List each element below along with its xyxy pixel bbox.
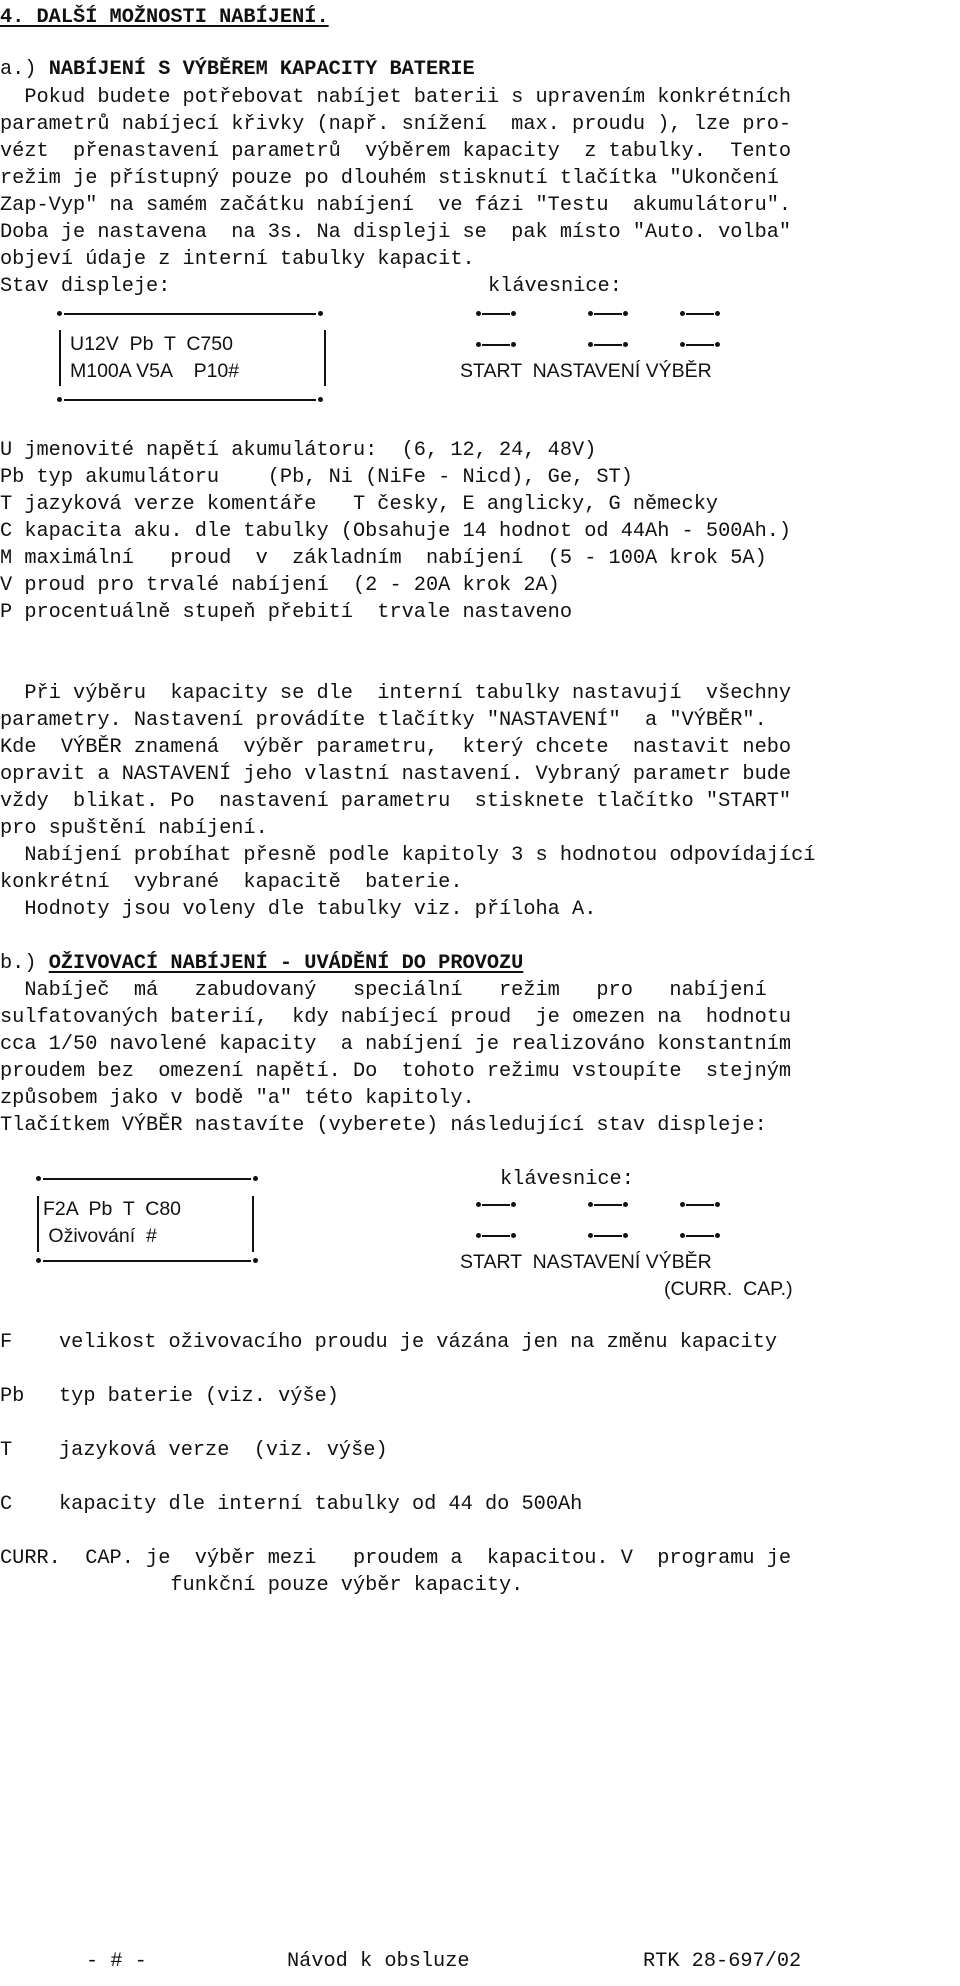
key-start-bottom bbox=[476, 338, 516, 352]
note-line-1: CURR. CAP. je výběr mezi proudem a kapacitou. V programu je bbox=[0, 1547, 792, 1570]
key-vyber-bottom bbox=[680, 338, 720, 352]
display-a-right-border bbox=[324, 330, 326, 386]
display-b-left-border bbox=[37, 1196, 39, 1252]
display-b-line-1: F2A Pb T C80 bbox=[43, 1198, 182, 1220]
display-a-left-border bbox=[59, 330, 61, 386]
keypad-a-key-names: START NASTAVENÍ VÝBĚR bbox=[460, 360, 712, 382]
keys-label: klávesnice: bbox=[488, 275, 622, 298]
legend-b-key: T bbox=[0, 1439, 13, 1462]
legend-b-value: kapacity dle interní tabulky od 44 do 500Ah bbox=[59, 1493, 583, 1516]
note-line-2: funkční pouze výběr kapacity. bbox=[0, 1574, 524, 1597]
section-title: 4. DALŠÍ MOŽNOSTI NABÍJENÍ. bbox=[0, 6, 329, 29]
display-b-bottom-border bbox=[36, 1254, 258, 1268]
subsection-a-heading: a.) NABÍJENÍ S VÝBĚREM KAPACITY BATERIE bbox=[0, 58, 475, 81]
key-nastaveni-bottom bbox=[588, 338, 628, 352]
display-a-bottom-border bbox=[57, 393, 323, 407]
key-nastaveni-top bbox=[588, 307, 628, 321]
keys-label-b: klávesnice: bbox=[500, 1168, 634, 1191]
key-b-vyber-bottom bbox=[680, 1229, 720, 1243]
legend-b-value: jazyková verze (viz. výše) bbox=[59, 1439, 388, 1462]
display-label: Stav displeje: bbox=[0, 275, 171, 298]
display-a-line-1: U12V Pb T C750 bbox=[70, 333, 233, 355]
footer-code: RTK 28-697/02 bbox=[643, 1950, 802, 1973]
display-b-right-border bbox=[252, 1196, 254, 1252]
key-b-nastaveni-bottom bbox=[588, 1229, 628, 1243]
key-b-start-bottom bbox=[476, 1229, 516, 1243]
display-a-line-2: M100A V5A P10# bbox=[70, 360, 240, 382]
key-vyber-top bbox=[680, 307, 720, 321]
subsection-b-heading: b.) OŽIVOVACÍ NABÍJENÍ - UVÁDĚNÍ DO PROVOZU bbox=[0, 952, 524, 975]
keypad-b-key-names: START NASTAVENÍ VÝBĚR bbox=[460, 1251, 712, 1273]
key-b-start-top bbox=[476, 1198, 516, 1212]
keypad-b-key-sub: (CURR. CAP.) bbox=[664, 1278, 793, 1300]
legend-b-key: Pb bbox=[0, 1385, 25, 1408]
display-b-line-2: Oživování # bbox=[43, 1225, 157, 1247]
display-a-top-border bbox=[57, 307, 323, 321]
legend-b-key: F bbox=[0, 1331, 13, 1354]
key-start-top bbox=[476, 307, 516, 321]
legend-b-key: C bbox=[0, 1493, 13, 1516]
display-b-top-border bbox=[36, 1172, 258, 1186]
legend-b-value: velikost oživovacího proudu je vázána jen na změnu kapacity bbox=[59, 1331, 778, 1354]
legend-b-value: typ baterie (viz. výše) bbox=[59, 1385, 339, 1408]
key-b-nastaveni-top bbox=[588, 1198, 628, 1212]
key-b-vyber-top bbox=[680, 1198, 720, 1212]
footer-title: Návod k obsluze bbox=[287, 1950, 470, 1973]
footer-page-number: - # - bbox=[86, 1950, 147, 1973]
